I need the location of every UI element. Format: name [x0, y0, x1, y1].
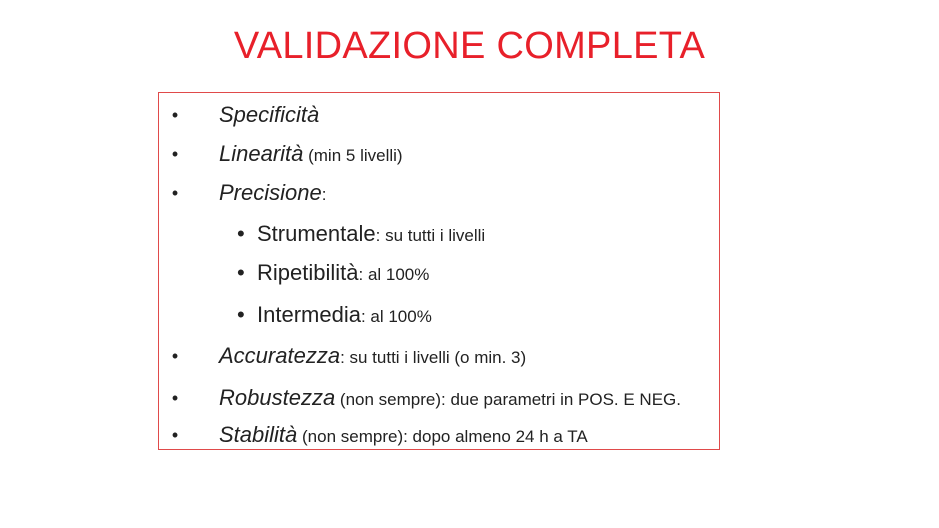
item-note: (min 5 livelli): [303, 146, 403, 165]
item-note: (non sempre): due parametri in POS. E NEG.: [335, 390, 681, 409]
bullet: •: [171, 346, 179, 366]
item-label: Specificità: [219, 102, 320, 127]
sub-bullet: •: [237, 302, 245, 327]
bullet: •: [171, 183, 179, 203]
item-label: Accuratezza: [219, 343, 341, 368]
sub-item-note: : al 100%: [360, 307, 432, 326]
sub-item-label: Intermedia: [257, 302, 361, 327]
sub-item-label: Strumentale: [257, 221, 376, 246]
item-note: : su tutti i livelli (o min. 3): [340, 348, 527, 367]
item-label: Precisione: [219, 180, 322, 205]
item-label: Stabilità: [219, 422, 298, 447]
sub-item-note: : su tutti i livelli: [375, 226, 486, 245]
item-note: (non sempre): dopo almeno 24 h a TA: [297, 427, 588, 446]
item-note: :: [321, 185, 327, 204]
item-label: Linearità: [219, 141, 304, 166]
sub-item-label: Ripetibilità: [257, 260, 359, 285]
bullet: •: [171, 144, 179, 164]
slide-title: VALIDAZIONE COMPLETA: [233, 25, 706, 67]
item-label: Robustezza: [219, 385, 336, 410]
bullet: •: [171, 425, 179, 445]
bullet: •: [171, 105, 179, 125]
content-box: [158, 92, 720, 450]
sub-bullet: •: [237, 221, 245, 246]
sub-item-note: : al 100%: [358, 265, 430, 284]
bullet: •: [171, 388, 179, 408]
sub-bullet: •: [237, 260, 245, 285]
